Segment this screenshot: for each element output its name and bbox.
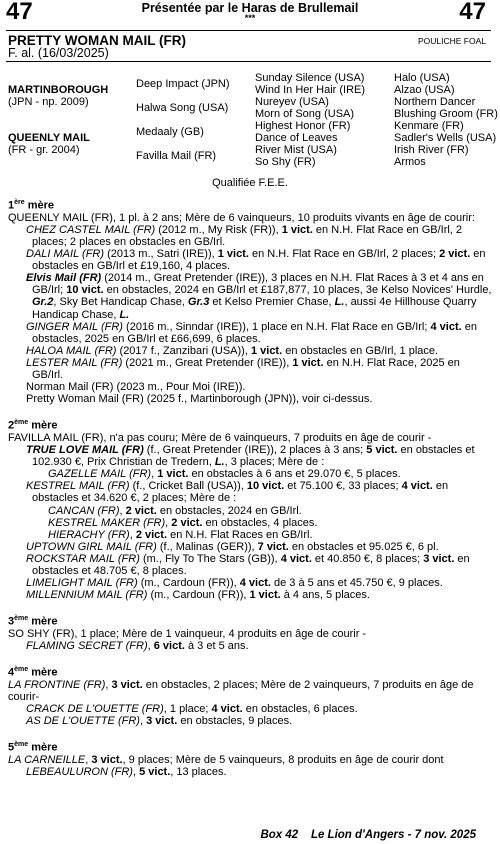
produce-record: HALOA MAIL (FR) (2017 f., Zanzibari (USA)), 1 vict. en obstacles en GB/Irl, 1 place. — [26, 344, 439, 357]
ggp-4: Morn of Song (USA) — [255, 108, 355, 120]
dam-record: FAVILLA MAIL (FR), n'a pas couru; Mère de 6 vainqueurs, 7 produits en âge de courir - — [8, 432, 432, 444]
dam-record: LA FRONTINE (FR), 3 vict. en obstacles, 2 places; Mère de 2 vainqueurs, 7 produits en âge de courir- — [8, 679, 474, 704]
dam-name: QUEENLY MAIL — [8, 132, 90, 144]
dam-record: QUEENLY MAIL (FR), 1 pl. à 2 ans; Mère de 6 vainqueurs, 10 produits vivants en âge de courir: — [8, 211, 475, 224]
produce-record: UPTOWN GIRL MAIL (FR) (f., Malinas (GER)), 7 vict. en obstacles et 95.025 €, 6 pl. — [26, 540, 439, 553]
section-heading: 4ème mère — [8, 666, 58, 679]
horse-name: PRETTY WOMAN MAIL (FR) — [8, 33, 186, 48]
gggp-5: Kenmare (FR) — [394, 120, 464, 132]
produce-record: LEBEAULURON (FR), 5 vict., 13 places. — [26, 766, 227, 779]
produce-record: GAZELLE MAIL (FR), 1 vict. en obstacles à 6 ans et 29.070 €, 5 places. — [48, 468, 401, 481]
section-heading: 3ème mère — [8, 615, 58, 628]
sire-name: MARTINBOROUGH — [8, 84, 109, 96]
produce-record: DALI MAIL (FR) (2013 m., Satri (IRE)), 1 vict. en N.H. Flat Race en GB/Irl, 2 places; 2 vict. en obstacles en GB/Irl et £19,160, 4 places. — [26, 248, 486, 273]
ggp-8: So Shy (FR) — [255, 156, 316, 168]
qualification: Qualifiée F.E.E. — [212, 177, 288, 189]
produce-record: CRACK DE L'OUETTE (FR), 1 place; 4 vict. en obstacles, 6 places. — [26, 703, 358, 716]
ggp-3: Nureyev (USA) — [255, 96, 329, 108]
produce-record: KESTREL MAIL (FR) (f., Cricket Ball (USA)), 10 vict. et 75.100 €, 33 places; 4 vict. en obstacles et 34.620 €, 2 places; Mère de : — [26, 480, 449, 505]
ggp-5: Highest Honor (FR) — [255, 120, 351, 132]
gggp-6: Sadler's Wells (USA) — [394, 132, 497, 144]
footer: Box 42 Le Lion d'Angers - 7 nov. 2025 — [260, 829, 476, 841]
produce-record: MILLENNIUM MAIL (FR) (m., Cardoun (FR)), 1 vict. à 4 ans, 5 places. — [26, 589, 370, 602]
ggp-6: Dance of Leaves — [255, 132, 338, 144]
produce-record: CANCAN (FR), 2 vict. en obstacles, 2024 en GB/Irl. — [48, 504, 302, 517]
dam-dam: Favilla Mail (FR) — [136, 150, 217, 162]
dam-record: SO SHY (FR), 1 place; Mère de 1 vainqueur, 4 produits en âge de courir - — [8, 628, 367, 641]
ggp-2: Wind In Her Hair (IRE) — [255, 84, 366, 96]
gggp-1: Halo (USA) — [394, 72, 450, 84]
dam-detail: (FR - gr. 2004) — [8, 144, 80, 156]
produce-record: LESTER MAIL (FR) (2021 m., Great Pretender (IRE)), 1 vict. en N.H. Flat Race, 2025 en GB/Irl. — [26, 356, 460, 381]
presented-by: Présentée par le Haras de Brullemail — [141, 1, 359, 15]
ggp-7: River Mist (USA) — [255, 144, 337, 156]
section-heading: 1ère mère — [8, 199, 54, 212]
lot-number: 47 — [6, 0, 33, 25]
produce-record: CHEZ CASTEL MAIL (FR) (2012 m., My Risk (FR)), 1 vict. en N.H. Flat Race en GB/Irl, 2 places; 2 places en obstacles en GB/Irl. — [26, 223, 463, 248]
gggp-2: Alzao (USA) — [394, 84, 455, 96]
section-heading: 2ème mère — [8, 419, 58, 432]
produce-record: Norman Mail (FR) (2023 m., Pour Moi (IRE)). — [26, 381, 246, 394]
produce-record: TRUE LOVE MAIL (FR) (f., Great Pretender (IRE)), 2 places à 3 ans; 5 vict. en obstacles et 102.930 €, Prix Christian de Tredern, L., 3 places; Mère de : — [26, 444, 475, 469]
sex-dob: F. al. (16/03/2025) — [8, 46, 109, 60]
ggp-1: Sunday Silence (USA) — [255, 72, 365, 84]
page-header — [0, 0, 500, 26]
produce-record: FLAMING SECRET (FR), 6 vict. à 3 et 5 ans. — [26, 640, 249, 653]
produce-record: KESTREL MAKER (FR), 2 vict. en obstacles, 4 places. — [48, 516, 318, 529]
lot-number-right: 47 — [459, 0, 486, 25]
produce-record: Pretty Woman Mail (FR) (2025 f., Martinborough (JPN)), voir ci-dessus. — [26, 393, 373, 406]
dam-sire: Medaaly (GB) — [136, 126, 204, 138]
gggp-4: Blushing Groom (FR) — [394, 108, 498, 120]
gggp-7: Irish River (FR) — [394, 144, 469, 156]
grandsire: Deep Impact (JPN) — [136, 78, 230, 90]
gggp-8: Armos — [394, 156, 426, 168]
produce-record: GINGER MAIL (FR) (2016 m., Sinndar (IRE)), 1 place en N.H. Flat Race en GB/Irl; 4 vict. en obstacles, 2025 en GB/Irl et £66,699, 6 places. — [26, 320, 477, 345]
gggp-3: Northern Dancer — [394, 96, 476, 108]
stars: *** — [244, 13, 256, 23]
header-rule — [6, 30, 491, 31]
sire-detail: (JPN - np. 2009) — [8, 96, 89, 108]
sex-label: POULICHE FOAL — [417, 36, 486, 46]
produce-record: LIMELIGHT MAIL (FR) (m., Cardoun (FR)), 4 vict. de 3 à 5 ans et 45.750 €, 9 places. — [26, 577, 443, 590]
family-records — [8, 197, 494, 778]
dam-record: LA CARNEILLE, 3 vict., 9 places; Mère de 5 vainqueurs, 8 produits en âge de courir dont — [8, 754, 444, 767]
produce-record: HIERACHY (FR), 2 vict. en N.H. Flat Races en GB/Irl. — [48, 528, 313, 541]
produce-record: Elvis Mail (FR) (2014 m., Great Pretender (IRE)), 3 places en N.H. Flat Races à 3 et 4 ans en GB/Irl; 10 vict. en obstacles, 2024 en GB/Irl et £187,877, 10 places, 3e Kelso Novices' Hurdle, Gr.2, Sky Bet Handicap Chase, Gr.3 et Kelso Premier Chase, L., aussi 4e Hillhouse Quarry Handicap Chase, L. — [26, 272, 492, 321]
pedigree-rule — [6, 61, 491, 62]
produce-record: AS DE L'OUETTE (FR), 3 vict. en obstacles, 9 places. — [26, 715, 293, 728]
produce-record: ROCKSTAR MAIL (FR) (m., Fly To The Stars (GB)), 4 vict. et 40.850 €, 8 places; 3 vict. en obstacles et 48.705 €, 8 places. — [26, 552, 470, 578]
granddam: Halwa Song (USA) — [136, 102, 229, 114]
section-heading: 5ème mère — [8, 741, 58, 755]
